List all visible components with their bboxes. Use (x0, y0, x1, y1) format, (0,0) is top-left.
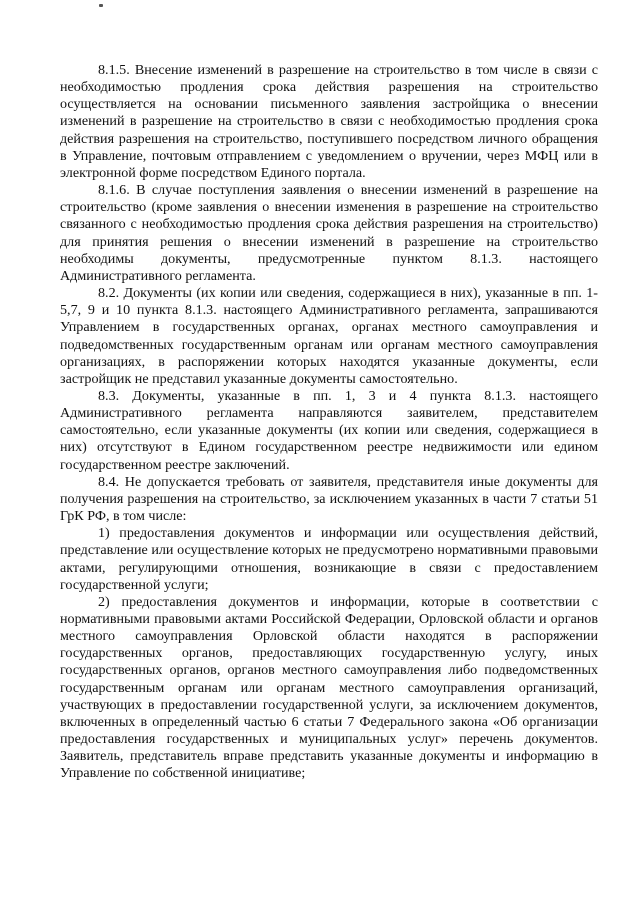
paragraph-8-3: 8.3. Документы, указанные в пп. 1, 3 и 4 пункта 8.1.3. настоящего Административного регламента направляются заявителем, представителем самостоятельно, если указанные документы (их копии или сведения, содержащиеся в них) отсутствуют в Едином государственном реестре недвижимости или едином государственном реестре заключений. (60, 387, 598, 473)
paragraph-8-1-5: 8.1.5. Внесение изменений в разрешение на строительство в том числе в связи с необходимостью продления срока действия разрешения на строительство осуществляется на основании письменного заявления застройщика о внесении изменений в разрешение на строительство в связи с необходимостью продления срока действия разрешения на строительство, поступившего посредством личного обращения в Управление, почтовым отправлением с уведомлением о вручении, через МФЦ или в электронной форме посредством Единого портала. (60, 62, 598, 181)
list-item-1: 1) предоставления документов и информации или осуществления действий, представление или осуществление которых не предусмотрено нормативными правовыми актами, регулирующими отношения, возникающие в связи с предоставлением государственной услуги; (60, 525, 598, 593)
paragraph-8-2: 8.2. Документы (их копии или сведения, содержащиеся в них), указанные в пп. 1-5,7, 9 и 10 пункта 8.1.3. настоящего Административного регламента, запрашиваются Управлением в государственных органах, органах местного самоуправления и подведомственных государственным органам или органам местного самоуправления организациях, в распоряжении которых находятся указанные документы, если застройщик не представил указанные документы самостоятельно. (60, 285, 598, 387)
document-page (60, 62, 598, 783)
list-item-2: 2) предоставления документов и информации, которые в соответствии с нормативными правовыми актами Российской Федерации, Орловской области и органов местного самоуправления Орловской области находятся в распоряжении государственных органов, предоставляющих государственную услугу, иных государственных органов, органов местного самоуправления либо подведомственных государственным органам или органам местного самоуправления организаций, участвующих в предоставлении государственной услуги, за исключением документов, включенных в определенный частью 6 статьи 7 Федерального закона «Об организации предоставления государственных и муниципальных услуг» перечень документов. Заявитель, представитель вправе представить указанные документы и информацию в Управление по собственной инициативе; (60, 593, 598, 782)
paragraph-8-1-6: 8.1.6. В случае поступления заявления о внесении изменений в разрешение на строительство (кроме заявления о внесении изменения в разрешение на строительство связанного с необходимостью продления срока действия разрешения на строительство) для принятия решения о внесении изменений в разрешение на строительство необходимы документы, предусмотренные пунктом 8.1.3. настоящего Административного регламента. (60, 182, 598, 284)
scan-speck (99, 4, 103, 7)
paragraph-8-4: 8.4. Не допускается требовать от заявителя, представителя иные документы для получения разрешения на строительство, за исключением указанных в части 7 статьи 51 ГрК РФ, в том числе: (60, 473, 598, 525)
